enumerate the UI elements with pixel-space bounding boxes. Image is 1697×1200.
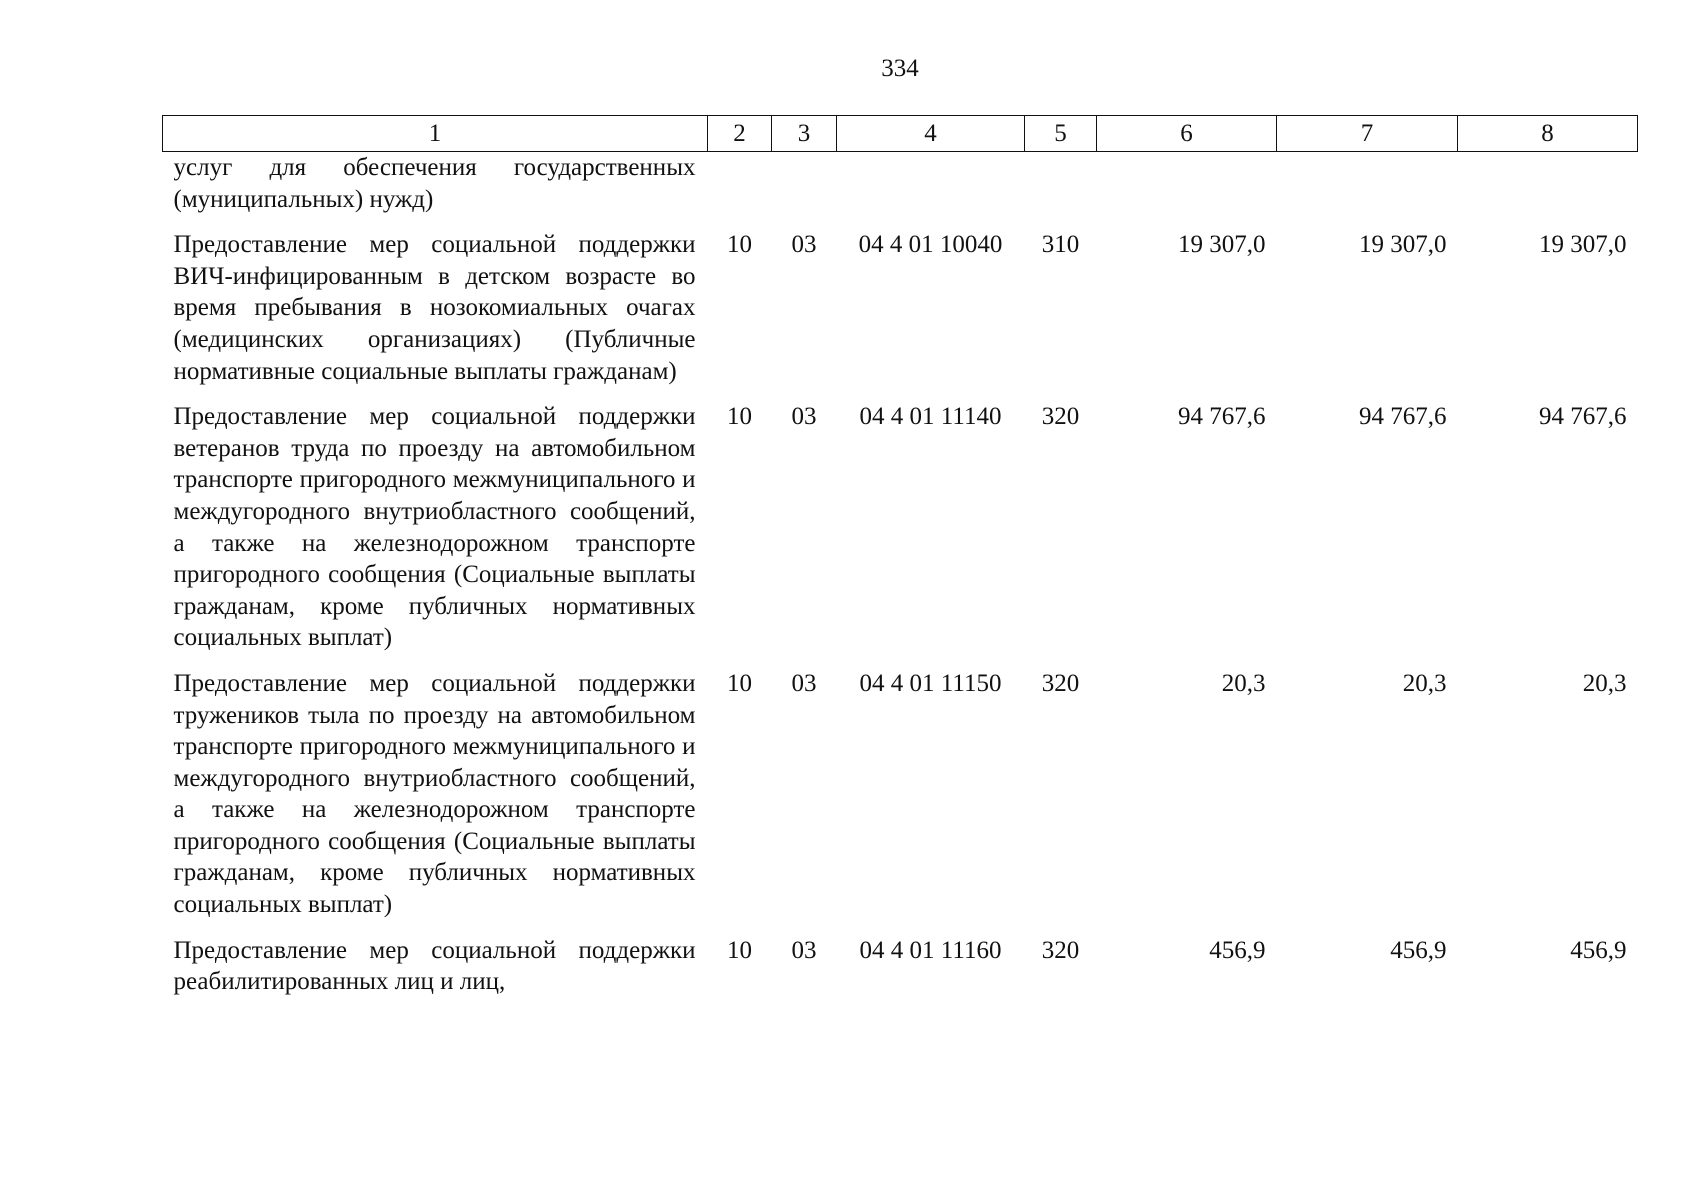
row-section: 10 [727,936,752,964]
row-expense-type: 320 [1041,669,1080,697]
page-number: 334 [881,55,919,82]
row-expense-type: 320 [1041,403,1080,431]
table-body [163,152,1638,998]
row-description: Предоставление мер социальной поддержки ВИЧ-инфицированным в детском возрасте во время пребывания в нозокомиальных очагах (медицинских организациях) (Публичные нормативные социальные выплаты гражданам) [173,231,696,385]
row-description: Предоставление мер социальной поддержки реабилитированных лиц и лиц, [173,936,696,996]
row-target-article: 04 4 01 11160 [859,936,1002,964]
row-amount-1: 456,9 [1209,936,1266,964]
table-row [163,152,1638,230]
row-expense-type: 320 [1041,936,1080,964]
row-amount-2: 19 307,0 [1359,231,1447,259]
row-description: Предоставление мер социальной поддержки ветеранов труда по проезду на автомобильном транспорте пригородного межмуниципального и междугородного внутриобластного сообщений, а также на железнодорожном транспорте пригородного сообщения (Социальные выплаты гражданам, кроме публичных нормативных социальных выплат) [173,403,696,652]
budget-table [162,115,1638,998]
column-header-3: 3 [772,116,837,152]
row-description: Предоставление мер социальной поддержки тружеников тыла по проезду на автомобильном транспорте пригородного межмуниципального и междугородного внутриобластного сообщений, а также на железнодорожном транспорте пригородного сообщения (Социальные выплаты гражданам, кроме публичных нормативных социальных выплат) [173,669,696,919]
row-target-article [837,152,1025,230]
column-header-8: 8 [1458,116,1638,152]
row-amount-1 [1097,152,1277,230]
column-header-6: 6 [1097,116,1277,152]
column-header-2: 2 [708,116,772,152]
column-header-1: 1 [163,116,708,152]
column-header-5: 5 [1025,116,1097,152]
table-row [163,668,1638,935]
row-subsection: 03 [791,231,817,259]
column-header-7: 7 [1277,116,1458,152]
row-subsection: 03 [791,936,817,964]
row-section: 10 [727,669,752,697]
row-section [708,152,772,230]
row-section: 10 [727,231,752,259]
row-subsection [772,152,837,230]
row-amount-2 [1277,152,1458,230]
row-expense-type: 310 [1041,231,1080,259]
row-amount-3: 94 767,6 [1539,403,1627,431]
row-amount-2: 20,3 [1402,669,1447,697]
table-row [163,935,1638,998]
row-amount-1: 20,3 [1221,669,1266,697]
column-header-4: 4 [837,116,1025,152]
row-target-article: 04 4 01 11140 [859,403,1002,431]
header-row [163,116,1638,152]
row-amount-3: 19 307,0 [1539,231,1627,259]
row-section: 10 [727,403,752,431]
row-description: услуг для обеспечения государственных (муниципальных) нужд) [173,154,696,213]
row-amount-1: 94 767,6 [1178,403,1266,431]
row-subsection: 03 [791,403,817,431]
table-row [163,401,1638,668]
row-amount-3: 20,3 [1582,669,1627,697]
row-amount-1: 19 307,0 [1178,231,1266,259]
table-row [163,229,1638,401]
row-amount-2: 94 767,6 [1359,403,1447,431]
row-subsection: 03 [791,669,817,697]
row-amount-3 [1458,152,1638,230]
row-amount-3: 456,9 [1570,936,1627,964]
budget-table-container [162,115,1637,998]
row-target-article: 04 4 01 10040 [858,231,1003,259]
row-amount-2: 456,9 [1390,936,1447,964]
row-expense-type [1025,152,1097,230]
table-header [163,116,1638,152]
row-target-article: 04 4 01 11150 [859,669,1002,697]
